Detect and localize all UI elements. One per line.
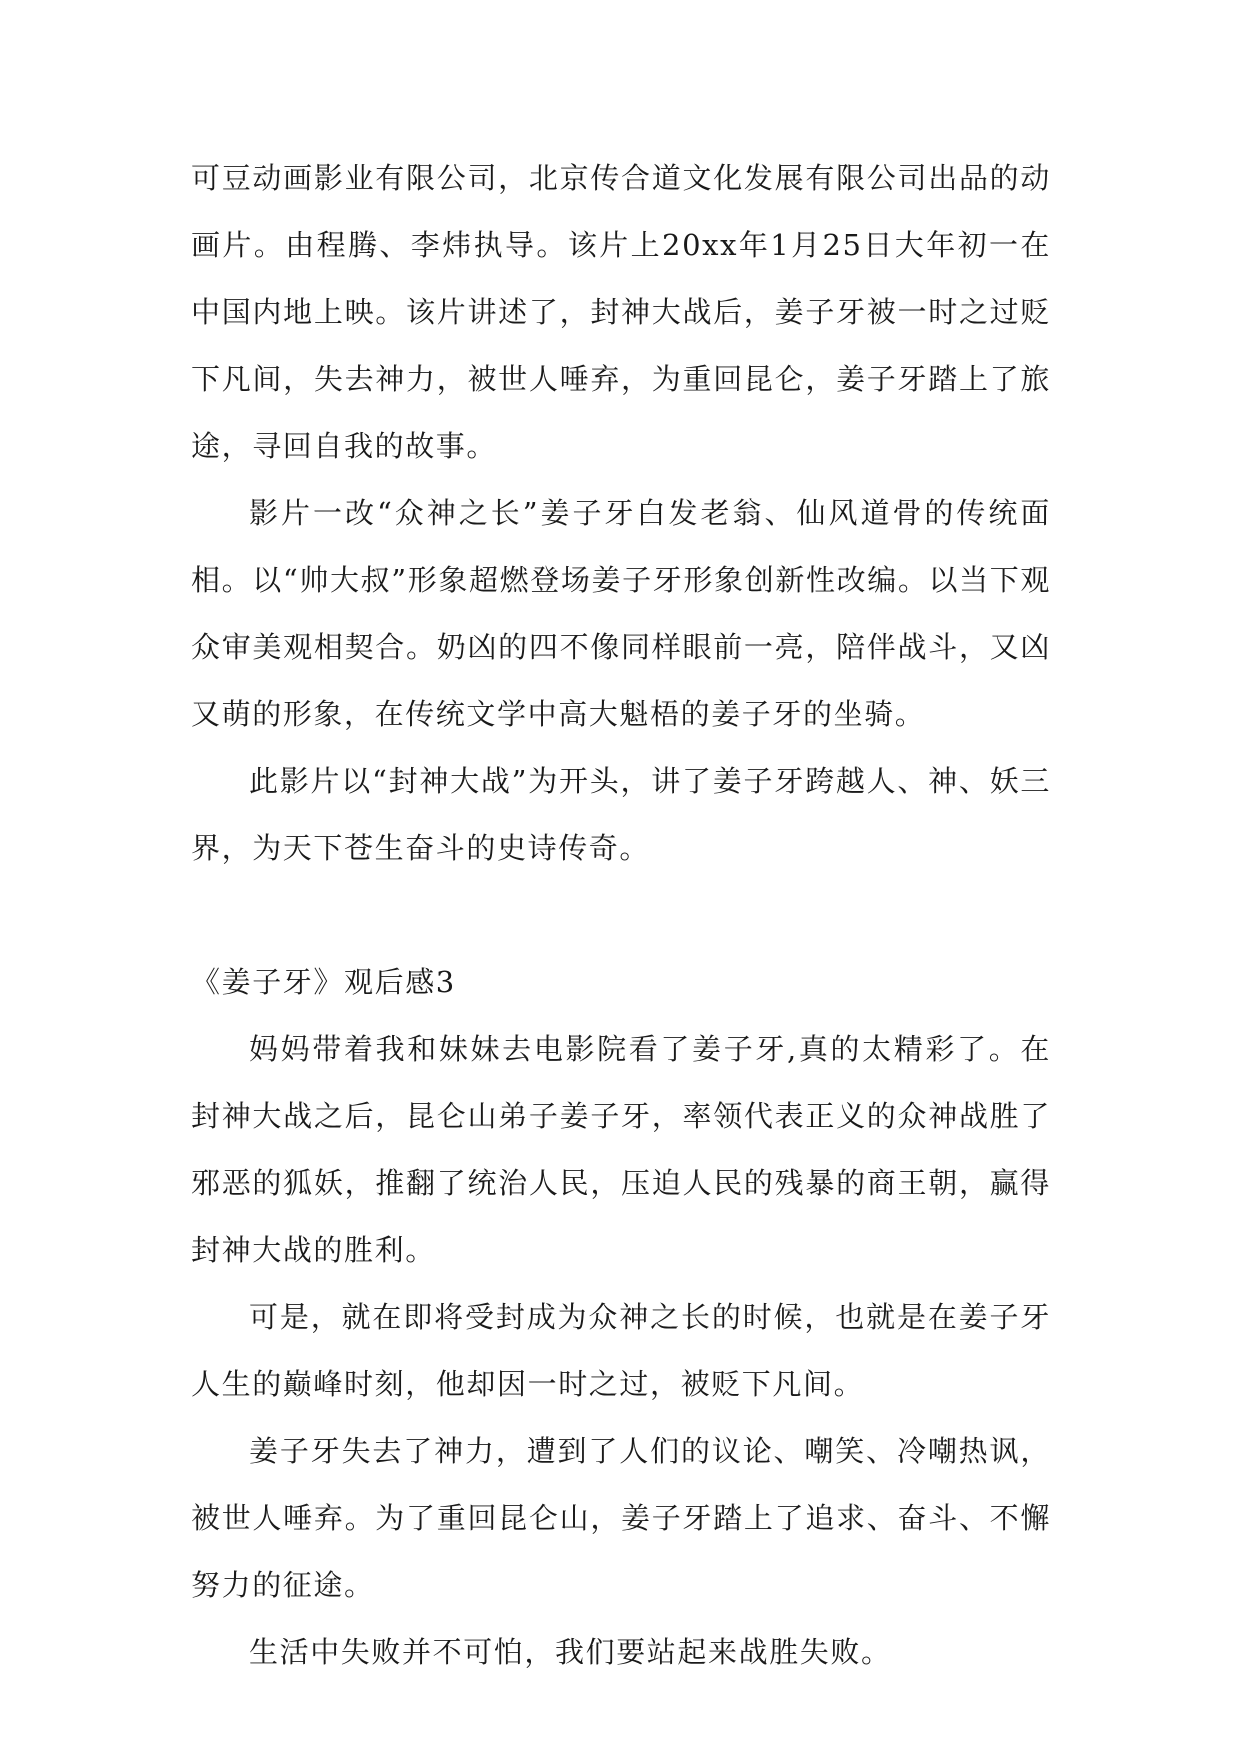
paragraph: 可是，就在即将受封成为众神之长的时候，也就是在姜子牙人生的巅峰时刻，他却因一时之过，被贬下凡间。 [191,1300,1051,1401]
paragraph: 此影片以“封神大战”为开头，讲了姜子牙跨越人、神、妖三界，为天下苍生奋斗的史诗传奇。 [191,764,1051,865]
document-body [191,145,1051,1686]
paragraph: 影片一改“众神之长”姜子牙白发老翁、仙风道骨的传统面相。以“帅大叔”形象超燃登场姜子牙形象创新性改编。以当下观众审美观相契合。奶凶的四不像同样眼前一亮，陪伴战斗，又凶又萌的形象，在传统文学中高大魁梧的姜子牙的坐骑。 [191,496,1051,731]
paragraph: 生活中失败并不可怕，我们要站起来战胜失败。 [249,1635,892,1669]
paragraph: 姜子牙失去了神力，遭到了人们的议论、嘲笑、冷嘲热讽，被世人唾弃。为了重回昆仑山，姜子牙踏上了追求、奋斗、不懈努力的征途。 [191,1434,1051,1602]
section-heading: 《姜子牙》观后感3 [191,965,456,999]
paragraph-spacer [191,882,1051,949]
paragraph-continuation: 可豆动画影业有限公司，北京传合道文化发展有限公司出品的动画片。由程腾、李炜执导。该片上20xx年1月25日大年初一在中国内地上映。该片讲述了，封神大战后，姜子牙被一时之过贬下凡间，失去神力，被世人唾弃，为重回昆仑，姜子牙踏上了旅途，寻回自我的故事。 [191,161,1051,463]
paragraph: 妈妈带着我和妹妹去电影院看了姜子牙,真的太精彩了。在封神大战之后，昆仑山弟子姜子牙，率领代表正义的众神战胜了邪恶的狐妖，推翻了统治人民，压迫人民的残暴的商王朝，赢得封神大战的胜利。 [191,1032,1051,1267]
